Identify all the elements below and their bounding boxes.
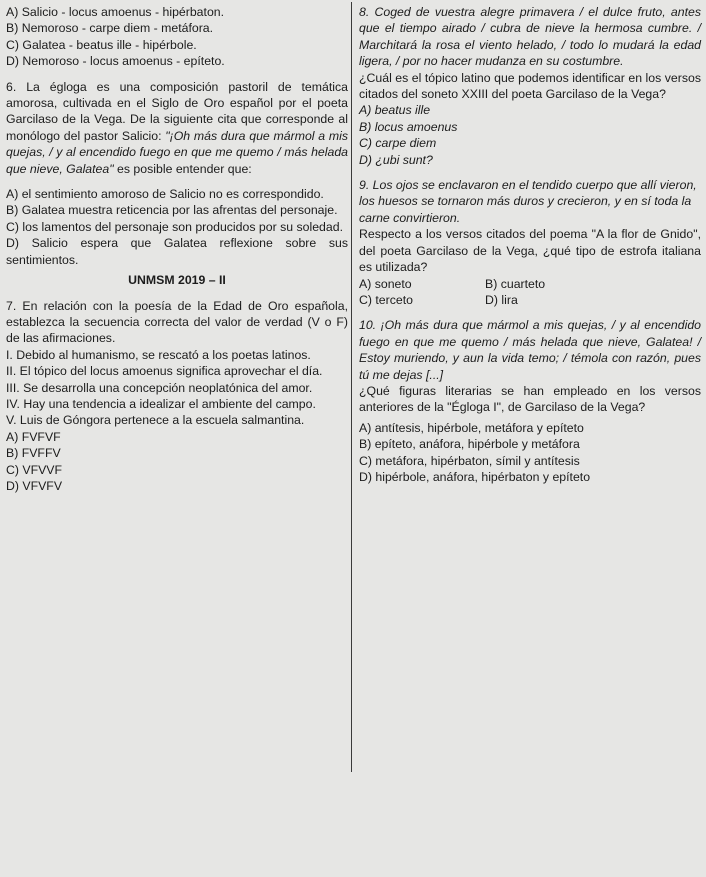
- q10-question: ¿Qué figuras literarias se han empleado en los versos anteriores de la "Égloga I", de Garcilaso de la Vega?: [359, 383, 701, 415]
- q7-statement-2: II. El tópico del locus amoenus significa aprovechar el día.: [6, 364, 323, 379]
- exam-tag: UNMSM 2019 – II: [128, 273, 226, 288]
- q9-option-a: A) soneto: [359, 276, 412, 291]
- q7-option-d: D) VFVFV: [6, 478, 63, 493]
- q10-option-b: B) epíteto, anáfora, hipérbole y metáfora: [359, 437, 580, 452]
- q9-options: [359, 276, 701, 309]
- q8-option-d: D) ¿ubi sunt?: [359, 152, 433, 167]
- q9-question: Respecto a los versos citados del poema "A la flor de Gnido", del poeta Garcilaso de la Vega, ¿qué tipo de estrofa italiana es utilizada?: [359, 227, 701, 275]
- q6-option-b: B) Galatea muestra reticencia por las afrentas del personaje.: [6, 203, 338, 218]
- q6-quote: "¡Oh más dura que mármol a mis quejas, / y al encendido fuego en que me quemo / más helada que nieve, Galatea": [6, 128, 348, 176]
- q7-options: [6, 429, 348, 495]
- q7-statements: [6, 347, 348, 429]
- q8-option-c: C) carpe diem: [359, 136, 437, 151]
- right-column: [359, 4, 701, 485]
- q7-stem: 7. En relación con la poesía de la Edad de Oro española, establezca la secuencia correcta del valor de verdad (V o F) de las afirmaciones.: [6, 298, 348, 346]
- q5-option-d: D) Nemoroso - locus amoenus - epíteto.: [6, 54, 225, 69]
- q8-stem: 8. Coged de vuestra alegre primavera / el dulce fruto, antes que el tiempo airado / cubra de nieve la hermosa cumbre. / Marchitará la rosa el viento helado, / todo lo mudará la edad ligera, / por no hacer mudanza en su costumbre.: [359, 5, 701, 69]
- q6-options: [6, 186, 348, 268]
- q6-option-c: C) los lamentos del personaje son producidos por su soledad.: [6, 219, 343, 234]
- q7-option-a: A) FVFVF: [6, 429, 61, 444]
- q5-option-b: B) Nemoroso - carpe diem - metáfora.: [6, 21, 214, 36]
- q9-option-c: C) terceto: [359, 292, 413, 307]
- q10-option-d: D) hipérbole, anáfora, hipérbaton y epíteto: [359, 469, 591, 484]
- q5-options: [6, 4, 348, 70]
- q10-option-c: C) metáfora, hipérbaton, símil y antítesis: [359, 453, 580, 468]
- q8-option-a: A) beatus ille: [359, 103, 431, 118]
- q9-options-row-1: [359, 276, 701, 292]
- q9-option-b: B) cuarteto: [485, 276, 546, 291]
- q6-option-a: A) el sentimiento amoroso de Salicio no es correspondido.: [6, 187, 324, 202]
- q7-option-c: C) VFVVF: [6, 462, 63, 477]
- q7-statement-1: I. Debido al humanismo, se rescató a los poetas latinos.: [6, 347, 311, 362]
- q5-option-c: C) Galatea - beatus ille - hipérbole.: [6, 37, 197, 52]
- q8-question: ¿Cuál es el tópico latino que podemos identificar en los versos citados del soneto XXIII del poeta Garcilaso de la Vega?: [359, 70, 701, 102]
- q10-verses: 10. ¡Oh más dura que mármol a mis quejas, / y al encendido fuego en que me quemo / más helada que nieve, Galatea! / Estoy muriendo, y aun la vida temo; / témola con razón, pues tú me dejas [...]: [359, 318, 701, 382]
- q9-option-d: D) lira: [485, 292, 518, 307]
- q7-statement-3: III. Se desarrolla una concepción neoplatónica del amor.: [6, 380, 313, 395]
- q8-option-b: B) locus amoenus: [359, 119, 458, 134]
- column-divider: [351, 2, 352, 772]
- q9-options-row-2: [359, 292, 701, 308]
- q8-options: [359, 102, 701, 168]
- q5-option-a: A) Salicio - locus amoenus - hipérbaton.: [6, 5, 225, 19]
- q6-option-d: D) Salicio espera que Galatea reflexione sobre sus sentimientos.: [6, 236, 348, 267]
- q6-stem-b: es posible entender que:: [117, 161, 252, 176]
- left-column: [6, 4, 348, 494]
- q9-verses: 9. Los ojos se enclavaron en el tendido cuerpo que allí vieron, los huesos se tornaron más duros y crecieron, y en sí toda la carne convirtieron.: [359, 178, 697, 225]
- q6-stem-a: 6. La égloga es una composición pastoril de temática amorosa, cultivada en el Siglo de Oro español por el poeta Garcilaso de la Vega. De la siguiente cita que corresponde al monólogo del pastor Salicio:: [6, 79, 348, 143]
- q7-statement-5: V. Luis de Góngora pertenece a la escuela salmantina.: [6, 413, 305, 428]
- q6-stem: [6, 79, 348, 177]
- q10-option-a: A) antítesis, hipérbole, metáfora y epíteto: [359, 420, 584, 435]
- q10-options: [359, 420, 701, 486]
- q7-option-b: B) FVFFV: [6, 446, 61, 461]
- q7-statement-4: IV. Hay una tendencia a idealizar el ambiente del campo.: [6, 396, 316, 411]
